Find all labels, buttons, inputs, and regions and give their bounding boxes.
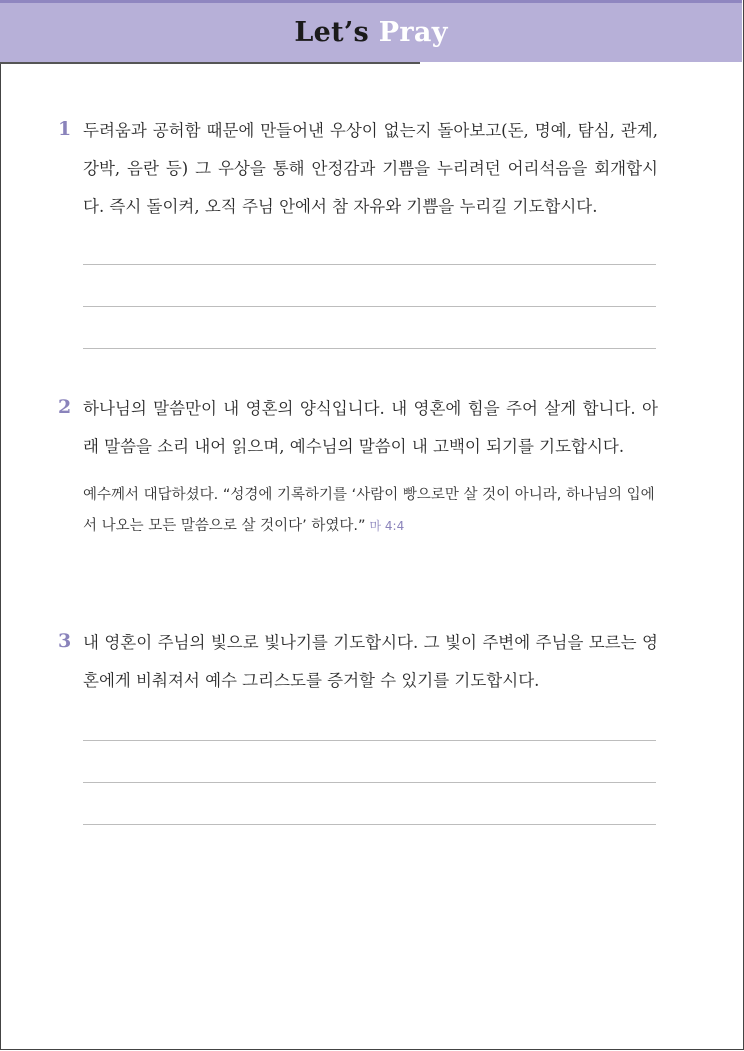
- writing-line[interactable]: [83, 824, 656, 825]
- title-lets: Let’s: [294, 17, 370, 48]
- scripture-verse: [83, 480, 658, 542]
- writing-line[interactable]: [83, 740, 656, 741]
- header-bar: [0, 0, 742, 62]
- writing-line[interactable]: [83, 782, 656, 783]
- title-pray: Pray: [378, 17, 448, 48]
- page-title: [0, 17, 742, 48]
- writing-line[interactable]: [83, 348, 656, 349]
- header-underline: [0, 62, 420, 64]
- writing-line[interactable]: [83, 306, 656, 307]
- item-number: 1: [58, 118, 72, 140]
- item-text: 내 영혼이 주님의 빛으로 빛나기를 기도합시다. 그 빛이 주변에 주님을 모르는 영혼에게 비춰져서 예수 그리스도를 증거할 수 있기를 기도합시다.: [83, 633, 658, 690]
- item-text: 하나님의 말씀만이 내 영혼의 양식입니다. 내 영혼에 힘을 주어 살게 합니다. 아래 말씀을 소리 내어 읽으며, 예수님의 말씀이 내 고백이 되기를 기도합시다.: [83, 399, 658, 456]
- writing-line[interactable]: [83, 264, 656, 265]
- item-number: 3: [58, 630, 72, 652]
- item-number: 2: [58, 396, 72, 418]
- verse-reference: 마 4:4: [369, 519, 405, 533]
- item-text: 두려움과 공허함 때문에 만들어낸 우상이 없는지 돌아보고(돈, 명예, 탐심, 관계, 강박, 음란 등) 그 우상을 통해 안정감과 기쁨을 누리려던 어리석음을 회개합시다. 즉시 돌이켜, 오직 주님 안에서 참 자유와 기쁨을 누리길 기도합시다.: [83, 121, 658, 216]
- verse-text: 예수께서 대답하셨다. “성경에 기록하기를 ‘사람이 빵으로만 살 것이 아니라, 하나님의 입에서 나오는 모든 말씀으로 살 것이다’ 하였다.”: [83, 487, 655, 534]
